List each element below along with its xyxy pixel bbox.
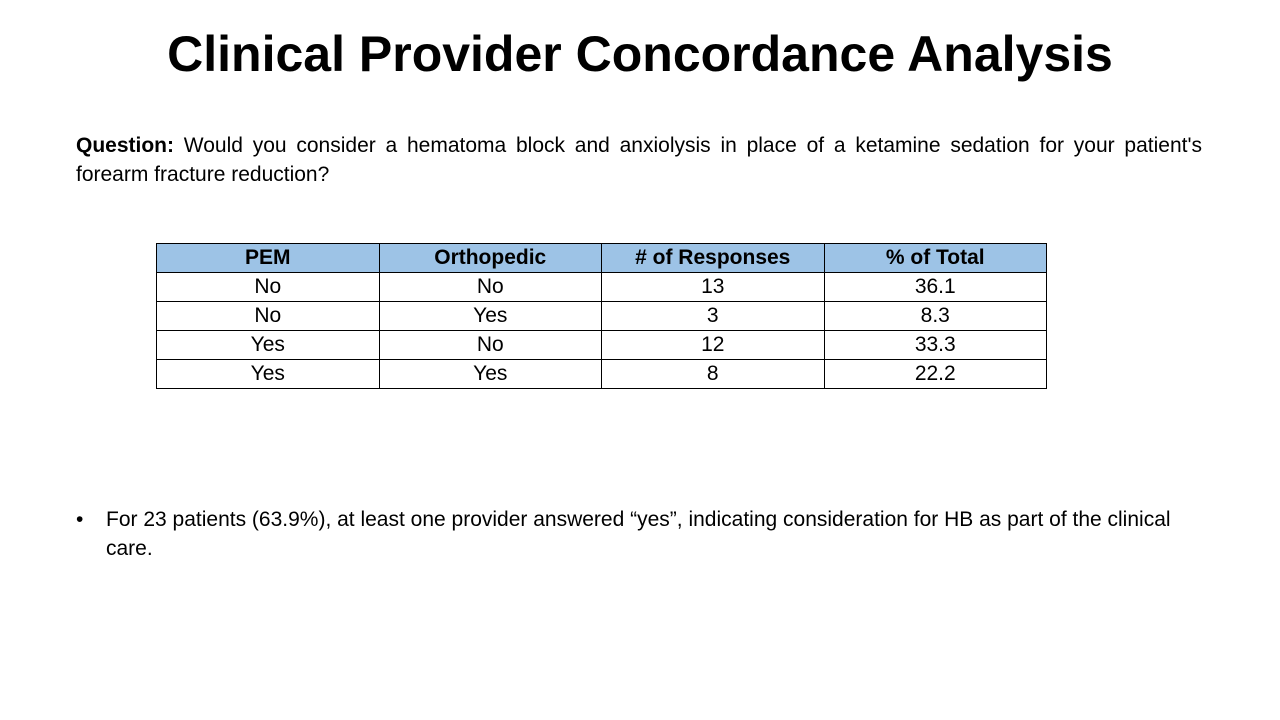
cell-orthopedic: No (379, 331, 602, 360)
concordance-table (156, 243, 1047, 389)
question-text (76, 131, 1202, 189)
cell-pem: No (157, 273, 380, 302)
cell-pem: No (157, 302, 380, 331)
cell-orthopedic: Yes (379, 302, 602, 331)
table-row (157, 273, 1047, 302)
question-label: Question: (76, 134, 174, 157)
cell-percent: 22.2 (824, 360, 1047, 389)
table-row (157, 302, 1047, 331)
cell-responses: 13 (602, 273, 825, 302)
header-orthopedic: Orthopedic (379, 244, 602, 273)
cell-pem: Yes (157, 360, 380, 389)
cell-pem: Yes (157, 331, 380, 360)
question-body: Would you consider a hematoma block and anxiolysis in place of a ketamine sedation for your patient's forearm fracture reduction? (76, 134, 1202, 186)
bullet-marker: • (76, 508, 84, 531)
cell-orthopedic: Yes (379, 360, 602, 389)
cell-percent: 8.3 (824, 302, 1047, 331)
table-row (157, 331, 1047, 360)
header-pem: PEM (157, 244, 380, 273)
cell-percent: 33.3 (824, 331, 1047, 360)
cell-responses: 3 (602, 302, 825, 331)
cell-percent: 36.1 (824, 273, 1047, 302)
cell-responses: 12 (602, 331, 825, 360)
table-row (157, 360, 1047, 389)
bullet-list (76, 505, 1186, 563)
header-responses: # of Responses (602, 244, 825, 273)
cell-orthopedic: No (379, 273, 602, 302)
slide-title: Clinical Provider Concordance Analysis (167, 26, 1113, 82)
table-header-row (157, 244, 1047, 273)
bullet-text: For 23 patients (63.9%), at least one provider answered “yes”, indicating consideration for HB as part of the clinical care. (106, 508, 1171, 560)
cell-responses: 8 (602, 360, 825, 389)
header-percent: % of Total (824, 244, 1047, 273)
bullet-item (76, 505, 1186, 563)
